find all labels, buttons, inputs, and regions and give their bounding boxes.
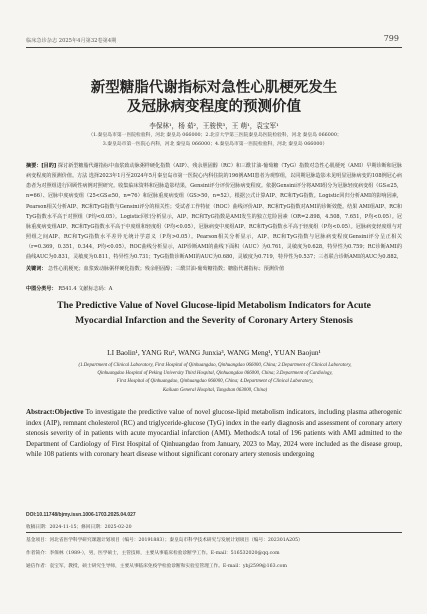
page-number: 799 [383,34,399,43]
affiliation-cn-line: 3.秦皇岛市第一医院心内科，河北 秦皇岛 066000；4.秦皇岛市第一医院检验科，河北 秦皇岛 066000） [102,141,328,147]
authors-cn: 李保林¹，杨 茹²，王骏侠³，王 萌¹，袁宝军¹ [149,122,279,130]
abstract-cn-text: 探讨新型糖脂代谢指标中血浆致动脉粥样硬化指数（AIP）、残余胆固醇（RC）和三酰甘油-葡萄糖（TyG）指数对急性心肌梗死（AMI）早期诊断和冠脉病变程度的预测价值。方法 选择2023年1月至2024年5月秦皇岛市第一医院心内科住院的196例AMI患者为观察组，以同期冠脉造影未见明显冠脉病变的108例冠心病患者为对照组进行回顾性病例对照研究。收集临床资料和冠脉造影结果，Gensini评分评价冠脉病变程度。依据Gensini评分将AMI组分为冠脉轻度病变组（GS≤25，n=66）、冠脉中度病变组（25<GS≤50，n=76）和冠脉重度病变组（GS>50，n=52）。根据公式计算AIP、RC和TyG指数。Logistic回归分析AMI的影响因素，Pearson相关分析AIP、RC和TyG指数与Gensini评分的相关性；受试者工作特征（ROC）曲线评价AIP、RC和TyG指数对AMI的诊断效能。结果 AMI组AIP、RC和TyG指数水平高于对照组（P均<0.05）。Logistic回归分析显示，AIP、RC和TyG指数是AMI发生的独立危险因素（OR=2.898，4.508，7.651，P均<0.05）。冠脉重度病变组AIP、RC和TyG指数水平高于中度组和轻度组（P均<0.05），冠脉病变中度组AIP、RC和TyG指数水平高于轻度组（P均<0.05）。冠脉病变轻度组与对照组之间AIP、RC和TyG指数水平差异无统计学意义（P均>0.05）。Pearson相关分析显示，AIP、RC和TyG指数与冠脉病变程度Gensini评分呈正相关（r=0.369，0.351，0.344，P均<0.05）。ROC曲线分析显示，AIP诊断AMI的曲线下面积（AUC）为0.761，灵敏度为0.628，特异性为0.759；RC诊断AMI的曲线AUC为0.831，灵敏度为0.811，特异性为0.731；TyG指数诊断AMI的AUC为0.680，灵敏度为0.719，特异性为0.537；三者联合诊断AMI的AUC为0.882， [26,163,402,261]
received-dates: 收稿日期：2024-11-15；修回日期：2025-02-20 [26,525,132,530]
classification-cn [26,285,402,292]
header-rule [26,47,402,48]
title-cn-line1: 新型糖脂代谢指标对急性心肌梗死发生 [90,80,338,96]
affiliation-en-line: First Hospital of Qinhuangdao, Qinhuangdao 066000, China; 4.Department of Clinical Laboratory, [116,379,314,385]
abstract-en-text: To investigate the predictive value of novel glucose-lipid metabolism indicators, including plasma atherogenic index (AIP), remnant cholesterol (RC) and triglyceride-glucose (TyG) index in the early diagnosis and assessment of coronary artery stenosis severity of in patients with acute myocardial infarction (AMI). Methods:A total of 196 patients with AMI admitted to the Department of Cardiology of First Hospital of Qinhuangdao from January, 2023 to May, 2024 were included as the disease group, while 108 patients with coronary heart disease without significant coronary artery stenosis undergoing [26,408,402,459]
abstract-cn-label: 摘要：[目的] [26,163,57,169]
classification-cn-text: R541.4 文献标志码：A [58,286,113,292]
footer-rule [26,532,402,533]
affiliations-en [30,362,400,395]
keywords-cn-text: 急性心肌梗死；血浆致动脉粥样硬化指数；残余胆固醇；三酰甘油-葡萄糖指数；糖脂代谢指标；预测价值 [48,266,285,272]
running-header: 临床急诊杂志 2025年4月第32卷第4期 [26,38,117,44]
keywords-cn [26,264,402,274]
affiliation-en-line: (1.Department of Clinical Laboratory, First Hospital of Qinhuangdao, Qinhuangdao 066000, China; 2.Department of Clinical Laboratory, [78,363,352,368]
affiliations-cn [30,132,400,149]
title-cn-line2: 及冠脉病变程度的预测价值 [127,99,301,115]
keywords-cn-label: 关键词： [26,266,47,272]
abstract-en [26,407,402,460]
affiliation-cn-line: （1.秦皇岛市第一医院检验科，河北 秦皇岛 066000；2.北京大学第三医院秦皇岛医院检验科，河北 秦皇岛 066000； [88,133,342,138]
title-en-line1: The Predictive Value of Novel Glucose-lipid Metabolism Indicators for Acute [57,300,371,311]
abstract-cn [26,161,402,263]
doi: DOI:10.11748/bjmy.issn.1006-1703.2025.04.027 [26,512,136,518]
fund-note: 基金项目：河北省医学科学研究课题计划项目（编号：20191883）；秦皇岛市科学技术研究与发展计划项目（编号：202301A205） [26,538,303,543]
abstract-en-label: Abstract:Objective [26,408,84,416]
title-en-line2: Myocardial Infarction and the Severity of Coronary Artery Stenosis [75,315,353,326]
affiliation-en-line: Kailuan General Hospital, Tangshan 063000, China) [162,387,268,393]
corresponding-note: 通信作者：袁宝军，教授，硕士研究生导师，主要从事临床免疫学检验诊断和实验室管理工作。E-mail：ybj2599@163.com [26,564,287,569]
author-note: 作者简介：李保林（1989-），男，医学硕士，主管技师，主要从事临床检验诊断学工作。E-mail：516532020@qq.com [26,551,280,556]
classification-cn-label: 中图分类号： [26,286,57,292]
authors-en: LI Baolin¹, YANG Ru², WANG Junxia³, WANG Meng¹, YUAN Baojun¹ [107,348,321,357]
affiliation-en-line: Qinhuangdao Hospital of Peking University Third Hospital, Qinhuangdao 066000, China; 3.Department of Cardiology, [97,371,333,377]
